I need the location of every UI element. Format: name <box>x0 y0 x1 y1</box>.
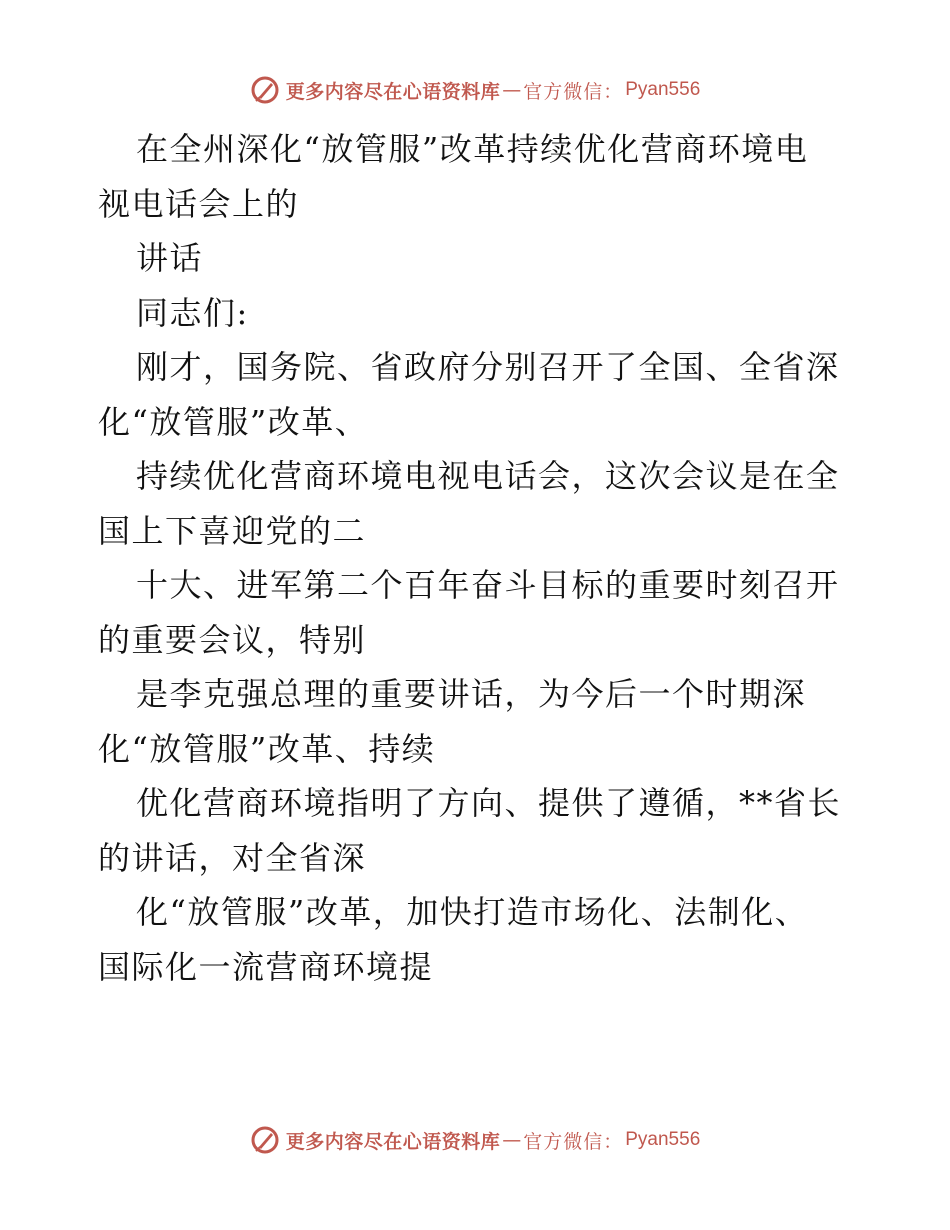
document-line: 持续优化营商环境电视电话会，这次会议是在全 <box>136 457 840 495</box>
watermark-text: 更多内容尽在心语资料库 <box>285 80 501 103</box>
document-line: 的讲话，对全省深 <box>98 838 367 877</box>
header-watermark <box>0 70 950 110</box>
watermark-suffix: 官方微信： <box>523 1130 624 1153</box>
footer-watermark <box>0 1120 950 1160</box>
document-line: 视电话会上的 <box>98 184 300 223</box>
quill-logo-icon <box>250 75 280 105</box>
document-line: 国际化一流营商环境提 <box>98 947 434 986</box>
quill-logo-icon <box>250 1125 280 1155</box>
document-line: 的重要会议，特别 <box>98 620 367 659</box>
document-line: 是李克强总理的重要讲话，为今后一个时期深 <box>136 675 807 713</box>
document-line: 十大、进军第二个百年奋斗目标的重要时刻召开 <box>136 566 840 604</box>
document-line: 化“放管服”改革，加快打造市场化、法制化、 <box>136 893 809 931</box>
watermark-text: 更多内容尽在心语资料库 <box>285 1130 501 1153</box>
document-line: 化“放管服”改革、持续 <box>98 729 436 768</box>
watermark-suffix: 官方微信： <box>523 80 624 103</box>
document-line: 国上下喜迎党的二 <box>98 511 367 550</box>
document-line: 化“放管服”改革、 <box>98 402 369 441</box>
document-body <box>98 122 858 994</box>
document-line: 优化营商环境指明了方向、提供了遵循，**省长 <box>136 784 842 822</box>
document-line: 同志们: <box>136 293 249 332</box>
document-line: 在全州深化“放管服”改革持续优化营商环境电 <box>136 130 809 168</box>
watermark-account: Pyan556 <box>625 1129 701 1150</box>
document-line: 讲话 <box>136 239 204 277</box>
watermark-account: Pyan556 <box>625 79 701 100</box>
watermark-dash: — <box>502 79 522 101</box>
watermark-dash: — <box>502 1129 522 1151</box>
document-line: 刚才，国务院、省政府分别召开了全国、全省深 <box>136 348 840 386</box>
